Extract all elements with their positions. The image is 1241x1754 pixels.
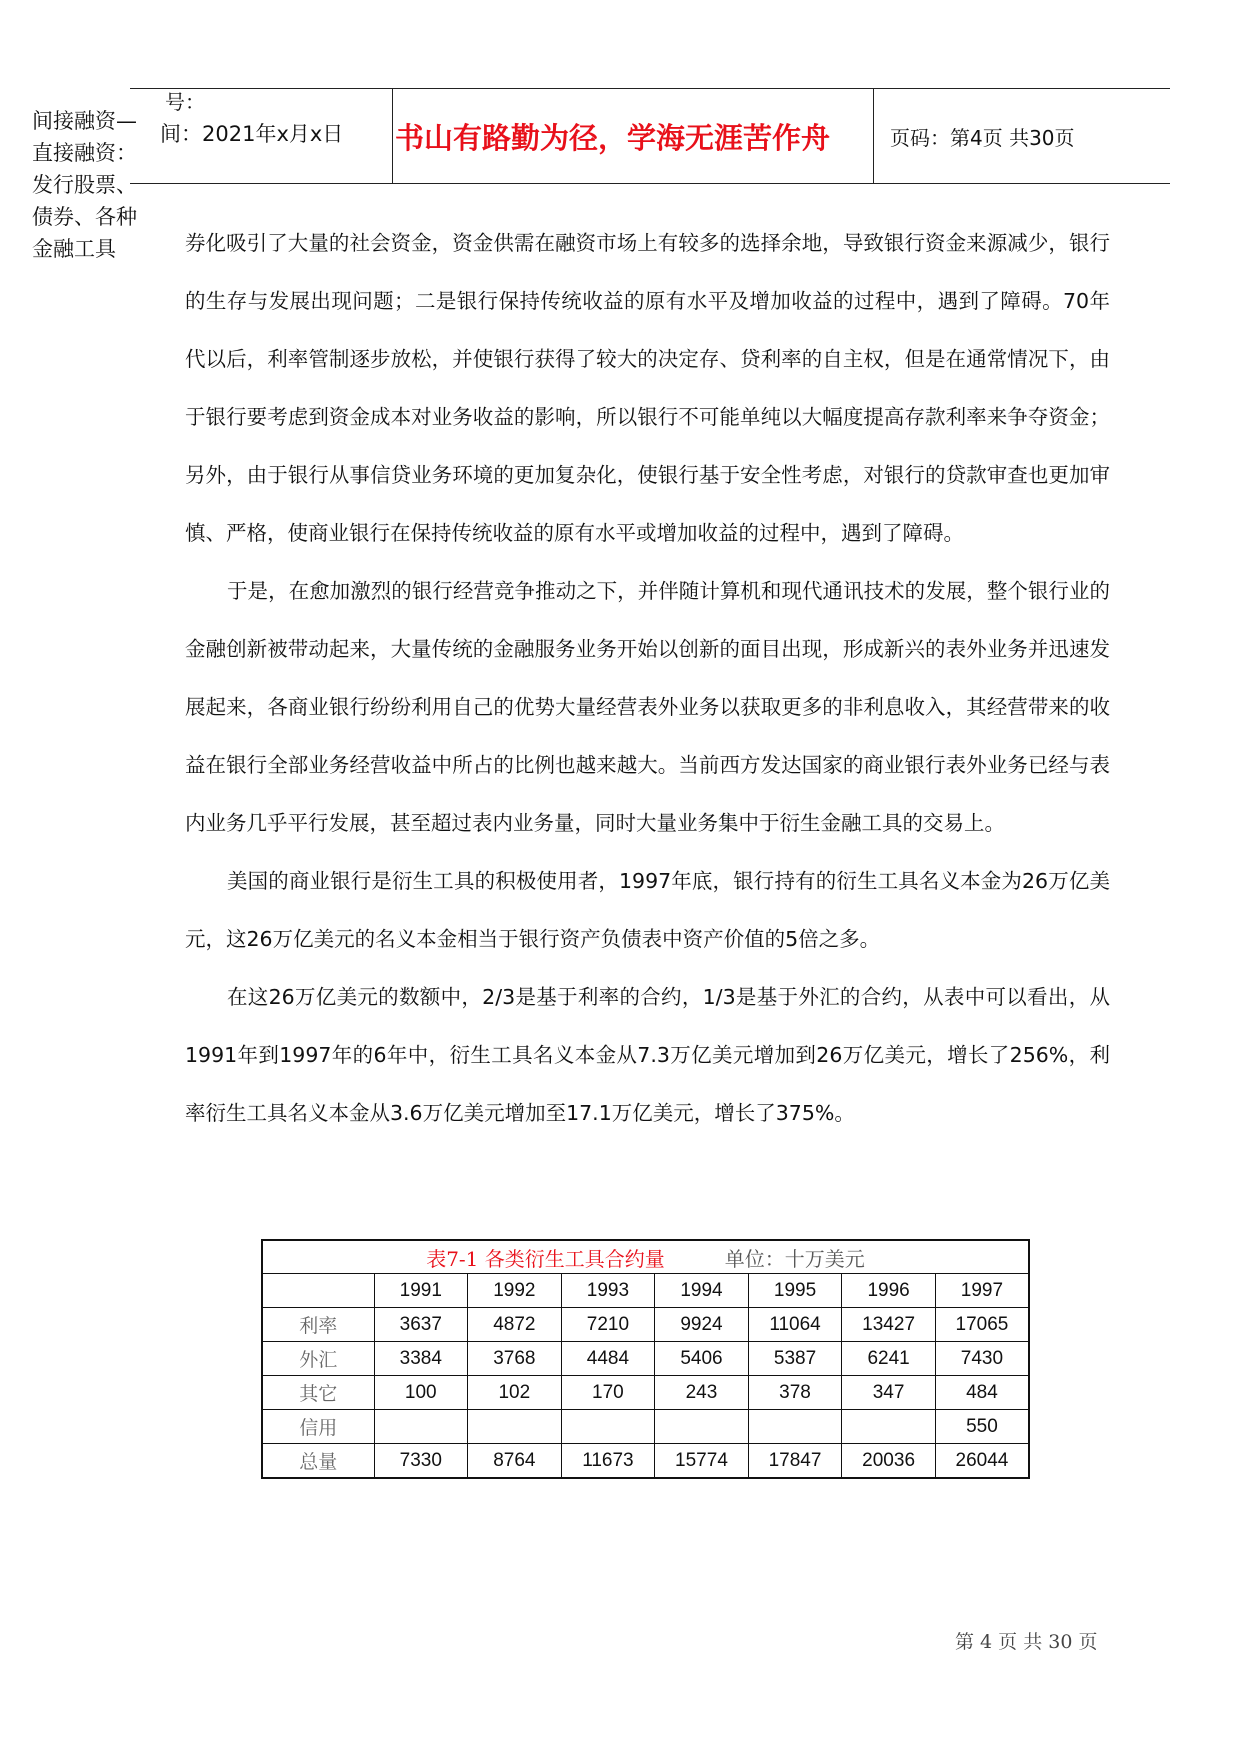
table-cell: 102 bbox=[468, 1376, 562, 1410]
table-cell: 7430 bbox=[935, 1342, 1029, 1376]
table-cell: 378 bbox=[748, 1376, 842, 1410]
margin-note-line: 金融工具 bbox=[32, 237, 116, 261]
row-label: 外汇 bbox=[262, 1342, 374, 1376]
margin-note-line: 发行股票、 bbox=[32, 173, 137, 197]
body-text bbox=[185, 214, 1110, 1142]
table-cell: 243 bbox=[655, 1376, 749, 1410]
table-cell: 3768 bbox=[468, 1342, 562, 1376]
table-cell: 5387 bbox=[748, 1342, 842, 1376]
table-row bbox=[262, 1342, 1029, 1376]
table-cell: 484 bbox=[935, 1376, 1029, 1410]
year-header: 1997 bbox=[935, 1274, 1029, 1308]
table-cell bbox=[842, 1410, 936, 1444]
year-header: 1994 bbox=[655, 1274, 749, 1308]
table-cell: 20036 bbox=[842, 1444, 936, 1479]
table-cell: 100 bbox=[374, 1376, 468, 1410]
table-cell: 7330 bbox=[374, 1444, 468, 1479]
paragraph: 美国的商业银行是衍生工具的积极使用者，1997年底，银行持有的衍生工具名义本金为26万亿美元，这26万亿美元的名义本金相当于银行资产负债表中资产价值的5倍之多。 bbox=[185, 869, 1110, 951]
paragraph: 券化吸引了大量的社会资金，资金供需在融资市场上有较多的选择余地，导致银行资金来源减少，银行的生存与发展出现问题；二是银行保持传统收益的原有水平及增加收益的过程中，遇到了障碍。70年代以后，利率管制逐步放松，并使银行获得了较大的决定存、贷利率的自主权，但是在通常情况下，由于银行要考虑到资金成本对业务收益的影响，所以银行不可能单纯以大幅度提高存款利率来争夺资金；另外，由于银行从事信贷业务环境的更加复杂化，使银行基于安全性考虑，对银行的贷款审查也更加审慎、严格，使商业银行在保持传统收益的原有水平或增加收益的过程中，遇到了障碍。 bbox=[185, 231, 1110, 545]
header-divider bbox=[873, 88, 874, 184]
table-cell: 17847 bbox=[748, 1444, 842, 1479]
table-row bbox=[262, 1376, 1029, 1410]
margin-note-line: 债券、各种 bbox=[32, 205, 137, 229]
table-title: 表7-1 各类衍生工具合约量 bbox=[426, 1246, 665, 1271]
table-row bbox=[262, 1410, 1029, 1444]
table-cell: 8764 bbox=[468, 1444, 562, 1479]
table-unit: 单位：十万美元 bbox=[724, 1246, 865, 1271]
table-cell: 3637 bbox=[374, 1308, 468, 1342]
table-header-row bbox=[262, 1274, 1029, 1308]
table-cell: 6241 bbox=[842, 1342, 936, 1376]
table-cell bbox=[655, 1410, 749, 1444]
table-cell: 15774 bbox=[655, 1444, 749, 1479]
table-corner-cell bbox=[262, 1274, 374, 1308]
table-cell: 4872 bbox=[468, 1308, 562, 1342]
table-cell: 13427 bbox=[842, 1308, 936, 1342]
table-cell: 26044 bbox=[935, 1444, 1029, 1479]
page-footer: 第 4 页 共 30 页 bbox=[955, 1631, 1098, 1653]
table-cell: 3384 bbox=[374, 1342, 468, 1376]
year-header: 1995 bbox=[748, 1274, 842, 1308]
year-header: 1993 bbox=[561, 1274, 655, 1308]
header-page-info: 页码：第4页 共30页 bbox=[890, 126, 1075, 150]
table-cell bbox=[374, 1410, 468, 1444]
paragraph: 在这26万亿美元的数额中，2/3是基于利率的合约，1/3是基于外汇的合约，从表中可以看出，从1991年到1997年的6年中，衍生工具名义本金从7.3万亿美元增加到26万亿美元，增长了256%，利率衍生工具名义本金从3.6万亿美元增加至17.1万亿美元，增长了375%。 bbox=[185, 985, 1110, 1125]
table-cell: 11673 bbox=[561, 1444, 655, 1479]
derivatives-table bbox=[261, 1239, 1030, 1479]
header-date: 间：2021年x月x日 bbox=[160, 122, 344, 146]
margin-note-line: 直接融资： bbox=[32, 141, 137, 165]
table-caption bbox=[262, 1240, 1029, 1274]
table-cell: 7210 bbox=[561, 1308, 655, 1342]
table-cell: 9924 bbox=[655, 1308, 749, 1342]
row-label: 信用 bbox=[262, 1410, 374, 1444]
margin-note-line: 间接融资— bbox=[32, 109, 137, 133]
page-header bbox=[130, 88, 1170, 184]
year-header: 1996 bbox=[842, 1274, 936, 1308]
table-cell bbox=[561, 1410, 655, 1444]
table-cell: 550 bbox=[935, 1410, 1029, 1444]
table-row bbox=[262, 1444, 1029, 1479]
header-number-label: 号： bbox=[165, 90, 205, 114]
row-label: 总量 bbox=[262, 1444, 374, 1479]
header-bottom-rule bbox=[130, 183, 1170, 184]
paragraph: 于是，在愈加激烈的银行经营竞争推动之下，并伴随计算机和现代通讯技术的发展，整个银行业的金融创新被带动起来，大量传统的金融服务业务开始以创新的面目出现，形成新兴的表外业务并迅速发展起来，各商业银行纷纷利用自己的优势大量经营表外业务以获取更多的非利息收入，其经营带来的收益在银行全部业务经营收益中所占的比例也越来越大。当前西方发达国家的商业银行表外业务已经与表内业务几乎平行发展，甚至超过表内业务量，同时大量业务集中于衍生金融工具的交易上。 bbox=[185, 579, 1110, 835]
year-header: 1992 bbox=[468, 1274, 562, 1308]
table-row bbox=[262, 1308, 1029, 1342]
header-motto: 书山有路勤为径，学海无涯苦作舟 bbox=[395, 121, 831, 155]
table-cell: 17065 bbox=[935, 1308, 1029, 1342]
table-cell: 5406 bbox=[655, 1342, 749, 1376]
table-cell bbox=[468, 1410, 562, 1444]
header-top-rule bbox=[130, 88, 1170, 89]
table-cell: 4484 bbox=[561, 1342, 655, 1376]
table-cell: 347 bbox=[842, 1376, 936, 1410]
row-label: 利率 bbox=[262, 1308, 374, 1342]
row-label: 其它 bbox=[262, 1376, 374, 1410]
header-divider bbox=[392, 88, 393, 184]
table-cell: 11064 bbox=[748, 1308, 842, 1342]
table-cell bbox=[748, 1410, 842, 1444]
year-header: 1991 bbox=[374, 1274, 468, 1308]
table-cell: 170 bbox=[561, 1376, 655, 1410]
